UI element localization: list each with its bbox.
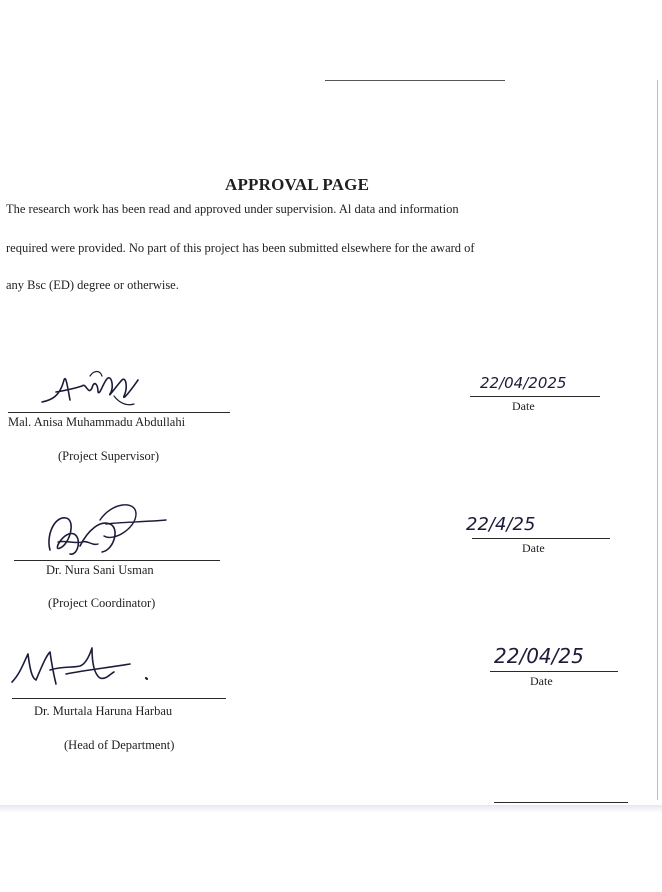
hod-date-label: Date (530, 674, 553, 688)
page-edge-shadow (0, 805, 662, 813)
coordinator-signature-line (14, 560, 220, 561)
hod-signature (6, 644, 156, 698)
supervisor-signature (38, 366, 148, 416)
coordinator-date-handwritten: 22/4/25 (466, 514, 536, 535)
supervisor-date-line (470, 396, 600, 397)
supervisor-role: (Project Supervisor) (58, 449, 160, 463)
supervisor-signature-line (8, 412, 230, 413)
paragraph-line-3: any Bsc (ED) degree or otherwise. (6, 278, 179, 292)
hod-role: (Head of Department) (64, 738, 175, 752)
hod-name: Dr. Murtala Haruna Harbau (34, 704, 173, 718)
top-rule (325, 80, 505, 81)
hod-signature-line (12, 698, 226, 699)
coordinator-name: Dr. Nura Sani Usman (46, 563, 154, 577)
hod-date-line (490, 671, 618, 672)
paragraph-line-2: required were provided. No part of this project has been submitted elsewhere for the award of (6, 241, 475, 255)
bottom-rule (494, 802, 628, 803)
paragraph-line-1: The research work has been read and approved under supervision. Al data and information (6, 202, 459, 216)
supervisor-date-handwritten: 22/04/2025 (480, 374, 567, 392)
supervisor-name: Mal. Anisa Muhammadu Abdullahi (8, 415, 186, 429)
coordinator-date-line (472, 538, 610, 539)
supervisor-date-label: Date (512, 399, 535, 413)
hod-date-handwritten: 22/04/25 (494, 644, 584, 668)
coordinator-date-label: Date (522, 541, 545, 555)
page-right-edge (657, 80, 658, 800)
page-title: APPROVAL PAGE (225, 175, 370, 194)
coordinator-role: (Project Coordinator) (48, 596, 156, 610)
